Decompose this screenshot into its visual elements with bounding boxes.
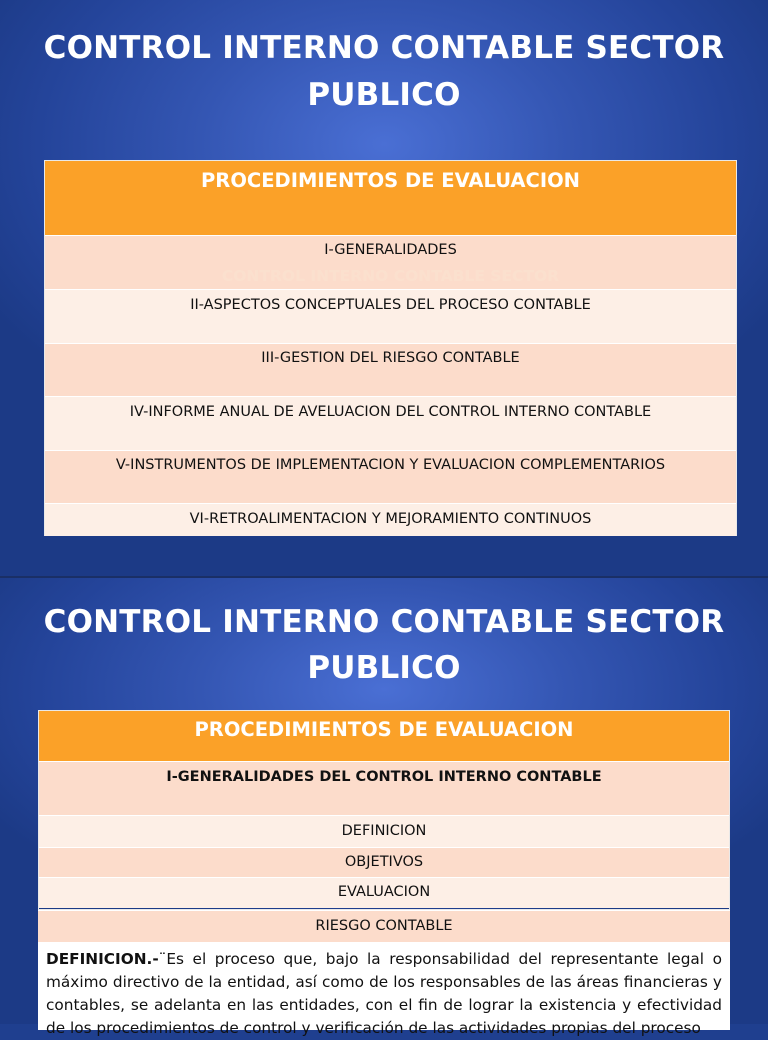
slide-2-title-line-1: CONTROL INTERNO CONTABLE SECTOR [43,604,725,640]
slide-2-table-header: PROCEDIMIENTOS DE EVALUACION [39,711,729,761]
row-label: VI-RETROALIMENTACION Y MEJORAMIENTO CONTINUOS [189,511,592,527]
definition-text: ¨Es el proceso que, bajo la responsabilidad del representante legal o máximo directivo de la entidad, así como de los responsables de las áreas financieras y contables, se adelanta en las entidades, con el fin de lograr la existencia y efectividad de los procedimientos de control y verificación de las actividades propias del proceso [46,950,722,1037]
table-row [39,761,729,815]
slide-1-table-header: PROCEDIMIENTOS DE EVALUACION [45,161,736,235]
row-label: DEFINICION [341,823,427,839]
row-label: RIESGO CONTABLE [315,918,453,934]
slide-1-title-line-2: PUBLICO [307,77,461,113]
table-row [39,877,729,908]
table-row [39,815,729,847]
slide-1-table [44,160,737,536]
row-label: I-GENERALIDADES DEL CONTROL INTERNO CONTABLE [166,769,602,785]
table-row [45,503,736,536]
table-row [45,343,736,396]
row-label: EVALUACION [337,884,431,900]
definition-label: DEFINICION.- [46,950,159,968]
definition-paragraph [38,910,730,1037]
table-row [38,910,730,942]
row-label: OBJETIVOS [344,854,424,870]
row-label: II-ASPECTOS CONCEPTUALES DEL PROCESO CONTABLE [190,297,591,313]
table-row [39,847,729,877]
row-label: IV-INFORME ANUAL DE AVELUACION DEL CONTROL INTERNO CONTABLE [129,404,652,420]
slide-1-title-line-1: CONTROL INTERNO CONTABLE SECTOR [43,30,725,66]
row-label: V-INSTRUMENTOS DE IMPLEMENTACION Y EVALUACION COMPLEMENTARIOS [115,457,666,473]
row-label: III-GESTION DEL RIESGO CONTABLE [261,350,520,366]
table-row [45,450,736,503]
table-row [45,289,736,343]
ghost-overlay-text: CONTROL INTERNO CONTABLE SECTOR [221,267,560,285]
slide-2-table [38,710,730,910]
row-label: I-GENERALIDADES [324,242,457,258]
table-row [45,396,736,450]
slide-2-title-line-2: PUBLICO [307,650,461,686]
slide-2 [0,578,768,1037]
